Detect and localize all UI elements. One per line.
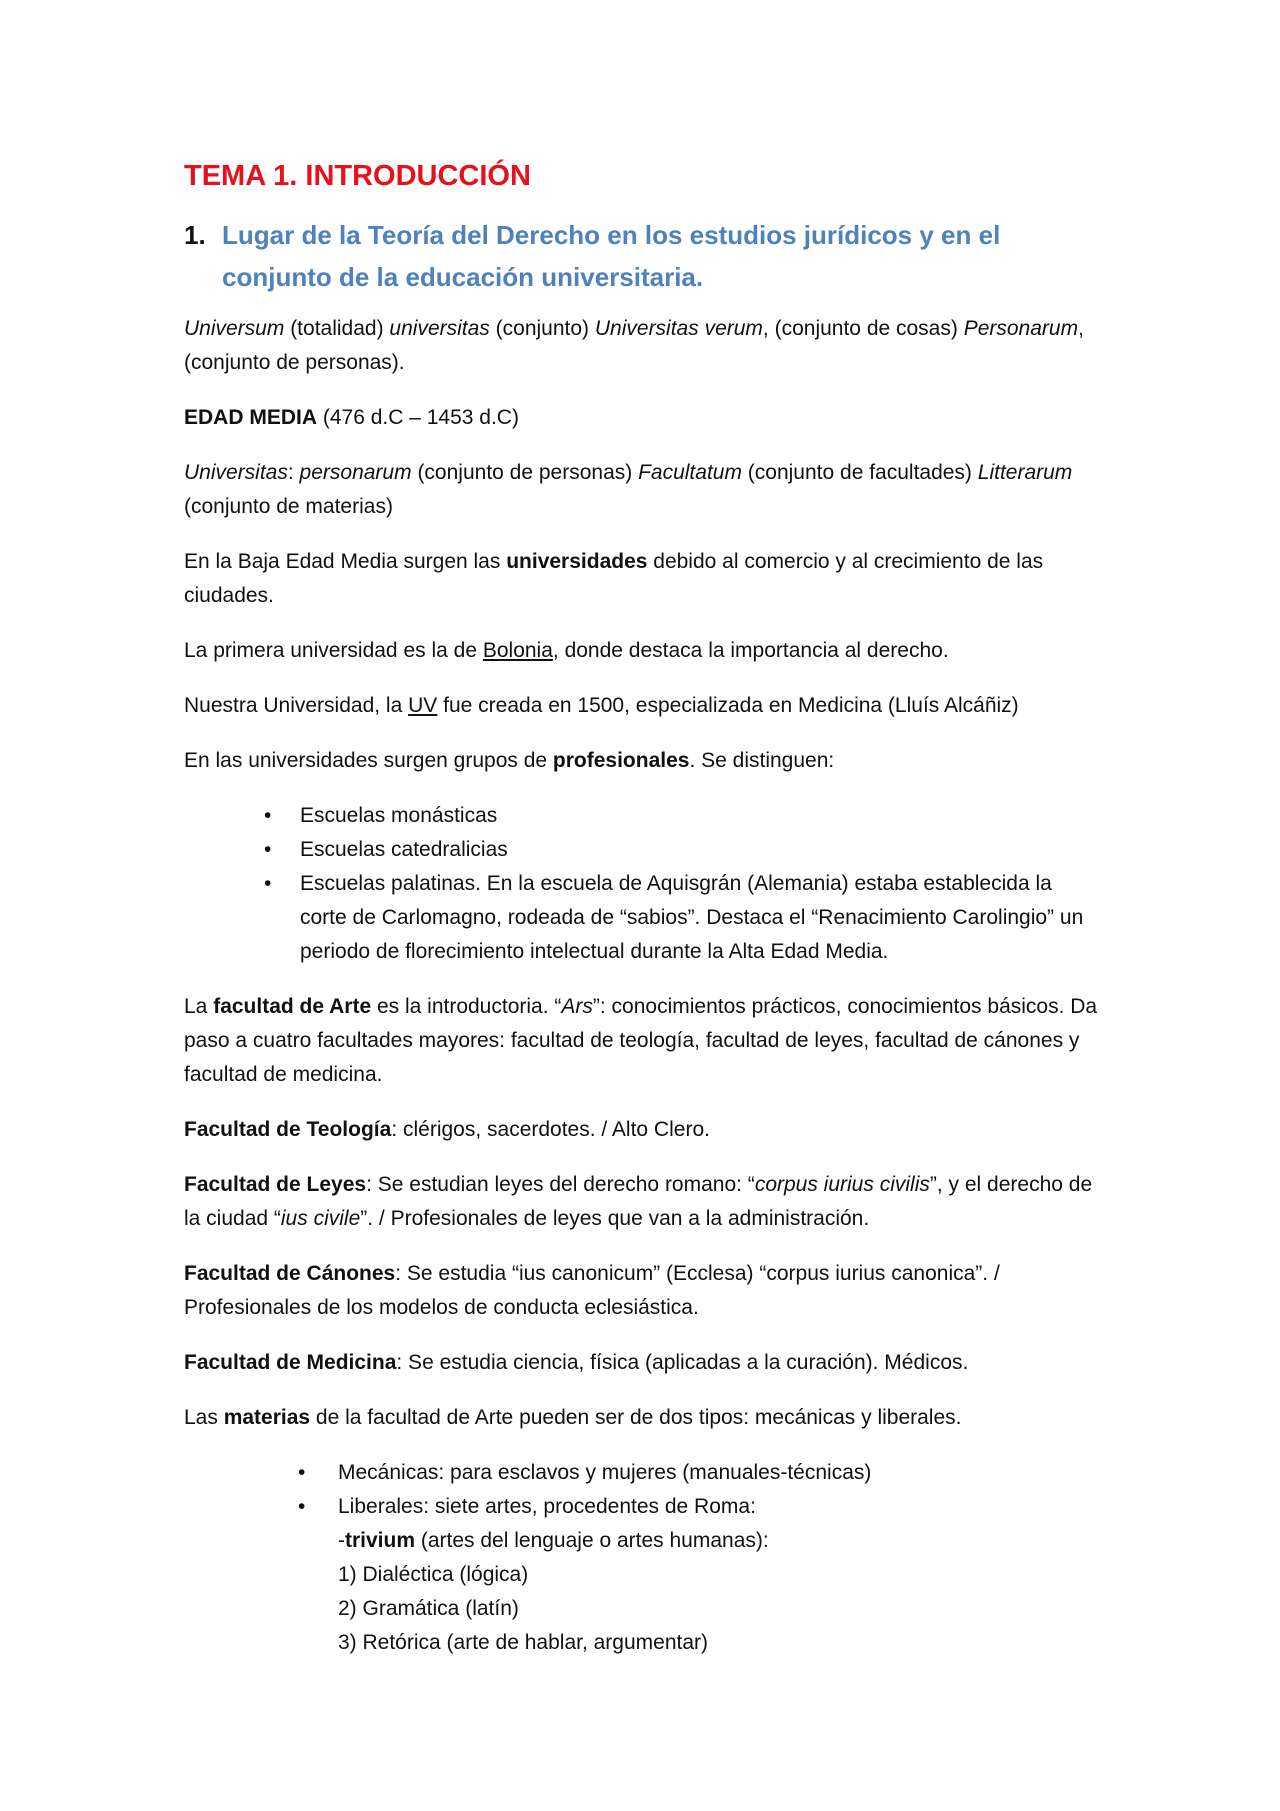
text-fragment: ”: conocimientos prácticos, conocimientos básicos. Da paso a cuatro facultades mayores: facultad de teología, facultad de leyes, facultad de cánones y facultad de medicina.	[184, 995, 1098, 1086]
bullet-icon: •	[298, 1495, 306, 1518]
list-item	[184, 1490, 1104, 1660]
text-fragment: (conjunto de personas)	[411, 461, 639, 484]
text-fragment: ”. / Profesionales de leyes que van a la administración.	[360, 1207, 870, 1230]
text-fragment: Universitas verum	[594, 317, 763, 340]
text-fragment: (476 d.C – 1453 d.C)	[317, 406, 519, 429]
text-fragment: , (conjunto de cosas)	[762, 317, 964, 340]
text-fragment: Bolonia	[482, 639, 553, 662]
sub-item: 2) Gramática (latín)	[338, 1597, 519, 1620]
document-page	[184, 156, 1104, 1681]
paragraph-facultad-leyes	[184, 1168, 1104, 1236]
text-fragment: universidades	[506, 550, 648, 573]
list-item	[184, 833, 1104, 867]
text-fragment: Universitas	[184, 461, 288, 484]
paragraph-baja-edad-media	[184, 545, 1104, 613]
page-title: TEMA 1. INTRODUCCIÓN	[184, 160, 531, 192]
text-fragment: universitas	[389, 317, 490, 340]
paragraph-edad-media	[184, 401, 1104, 435]
paragraph-profesionales	[184, 744, 1104, 778]
list-item-text: Liberales: siete artes, procedentes de Roma:	[338, 1495, 756, 1518]
text-fragment: La primera universidad es la de	[184, 639, 483, 662]
bullet-icon: •	[264, 804, 272, 827]
paragraph-facultad-arte	[184, 990, 1104, 1092]
text-fragment: Facultad de Leyes	[184, 1173, 367, 1196]
text-fragment: de la facultad de Arte pueden ser de dos tipos: mecánicas y liberales.	[310, 1406, 962, 1429]
paragraph-facultad-medicina	[184, 1346, 1104, 1380]
paragraph-uv	[184, 689, 1104, 723]
text-fragment: Litterarum	[977, 461, 1073, 484]
text-fragment: Facultad de Medicina	[184, 1351, 397, 1374]
text-fragment: En las universidades surgen grupos de	[184, 749, 553, 772]
text-fragment: (artes del lenguaje o artes humanas):	[415, 1529, 769, 1552]
text-fragment: (conjunto de materias)	[184, 495, 393, 518]
text-fragment: (conjunto)	[489, 317, 595, 340]
text-fragment: Facultad de Cánones	[184, 1262, 396, 1285]
bullet-icon: •	[264, 872, 272, 895]
text-fragment: Ars	[561, 995, 593, 1018]
paragraph-materias	[184, 1401, 1104, 1435]
paragraph-universum	[184, 312, 1104, 380]
escuelas-list	[184, 799, 1104, 969]
list-item-text: Mecánicas: para esclavos y mujeres (manuales-técnicas)	[338, 1461, 872, 1484]
text-fragment: Nuestra Universidad, la	[184, 694, 409, 717]
text-fragment: Facultatum	[638, 461, 742, 484]
sub-item: 1) Dialéctica (lógica)	[338, 1563, 529, 1586]
text-fragment: Facultad de Teología	[184, 1118, 392, 1141]
sub-item: 3) Retórica (arte de hablar, argumentar)	[338, 1631, 709, 1654]
text-fragment: , donde destaca la importancia al derecho.	[552, 639, 949, 662]
text-fragment: facultad de Arte	[213, 995, 372, 1018]
text-fragment: materias	[223, 1406, 311, 1429]
text-fragment: debido al comercio y al crecimiento de las ciudades.	[184, 550, 1044, 607]
text-fragment: . Se distinguen:	[689, 749, 835, 772]
text-fragment: trivium	[345, 1529, 416, 1552]
section-heading-text: Lugar de la Teoría del Derecho en los estudios jurídicos y en el conjunto de la educación universitaria.	[222, 220, 1001, 292]
text-fragment: : Se estudian leyes del derecho romano: “	[366, 1173, 755, 1196]
text-fragment: corpus iurius civilis	[754, 1173, 930, 1196]
text-fragment: (totalidad)	[284, 317, 390, 340]
text-fragment: ”, y el derecho de la ciudad “	[184, 1173, 1093, 1230]
text-fragment: En la Baja Edad Media surgen las	[184, 550, 507, 573]
text-fragment: profesionales	[552, 749, 690, 772]
list-item	[184, 1456, 1104, 1490]
text-fragment: Universum	[184, 317, 285, 340]
text-fragment: ius civile	[280, 1207, 361, 1230]
list-item-text: Escuelas catedralicias	[300, 838, 508, 861]
section-heading-1	[184, 214, 1104, 298]
text-fragment: Las	[184, 1406, 224, 1429]
text-fragment: es la introductoria. “	[371, 995, 562, 1018]
bullet-icon: •	[298, 1461, 306, 1484]
text-fragment: -	[338, 1529, 345, 1552]
paragraph-facultad-canones	[184, 1257, 1104, 1325]
trivium-line	[338, 1524, 1104, 1558]
text-fragment: , (conjunto de personas).	[184, 317, 1084, 374]
text-fragment: fue creada en 1500, especializada en Medicina (Lluís Alcáñiz)	[437, 694, 1019, 717]
list-item	[184, 867, 1104, 969]
list-item	[184, 799, 1104, 833]
paragraph-bolonia	[184, 634, 1104, 668]
text-fragment: EDAD MEDIA	[184, 406, 318, 429]
text-fragment: UV	[408, 694, 438, 717]
text-fragment: personarum	[299, 461, 412, 484]
paragraph-facultad-teologia	[184, 1113, 1104, 1147]
text-fragment: Personarum	[963, 317, 1079, 340]
list-item-text: Escuelas monásticas	[300, 804, 498, 827]
text-fragment: La	[184, 995, 214, 1018]
bullet-icon: •	[264, 838, 272, 861]
text-fragment: :	[287, 461, 300, 484]
list-item-text: Escuelas palatinas. En la escuela de Aquisgrán (Alemania) estaba establecida la corte de Carlomagno, rodeada de “sabios”. Destaca el “Renacimiento Carolingio” un periodo de florecimiento intelectual durante la Alta Edad Media.	[300, 872, 1084, 963]
paragraph-universitas	[184, 456, 1104, 524]
text-fragment: : clérigos, sacerdotes. / Alto Clero.	[391, 1118, 710, 1141]
section-number: 1.	[184, 220, 206, 250]
text-fragment: : Se estudia “ius canonicum” (Ecclesa) “corpus iurius canonica”. / Profesionales de los modelos de conducta eclesiástica.	[184, 1262, 1000, 1319]
text-fragment: (conjunto de facultades)	[741, 461, 978, 484]
materias-list	[184, 1456, 1104, 1660]
text-fragment: : Se estudia ciencia, física (aplicadas a la curación). Médicos.	[396, 1351, 969, 1374]
